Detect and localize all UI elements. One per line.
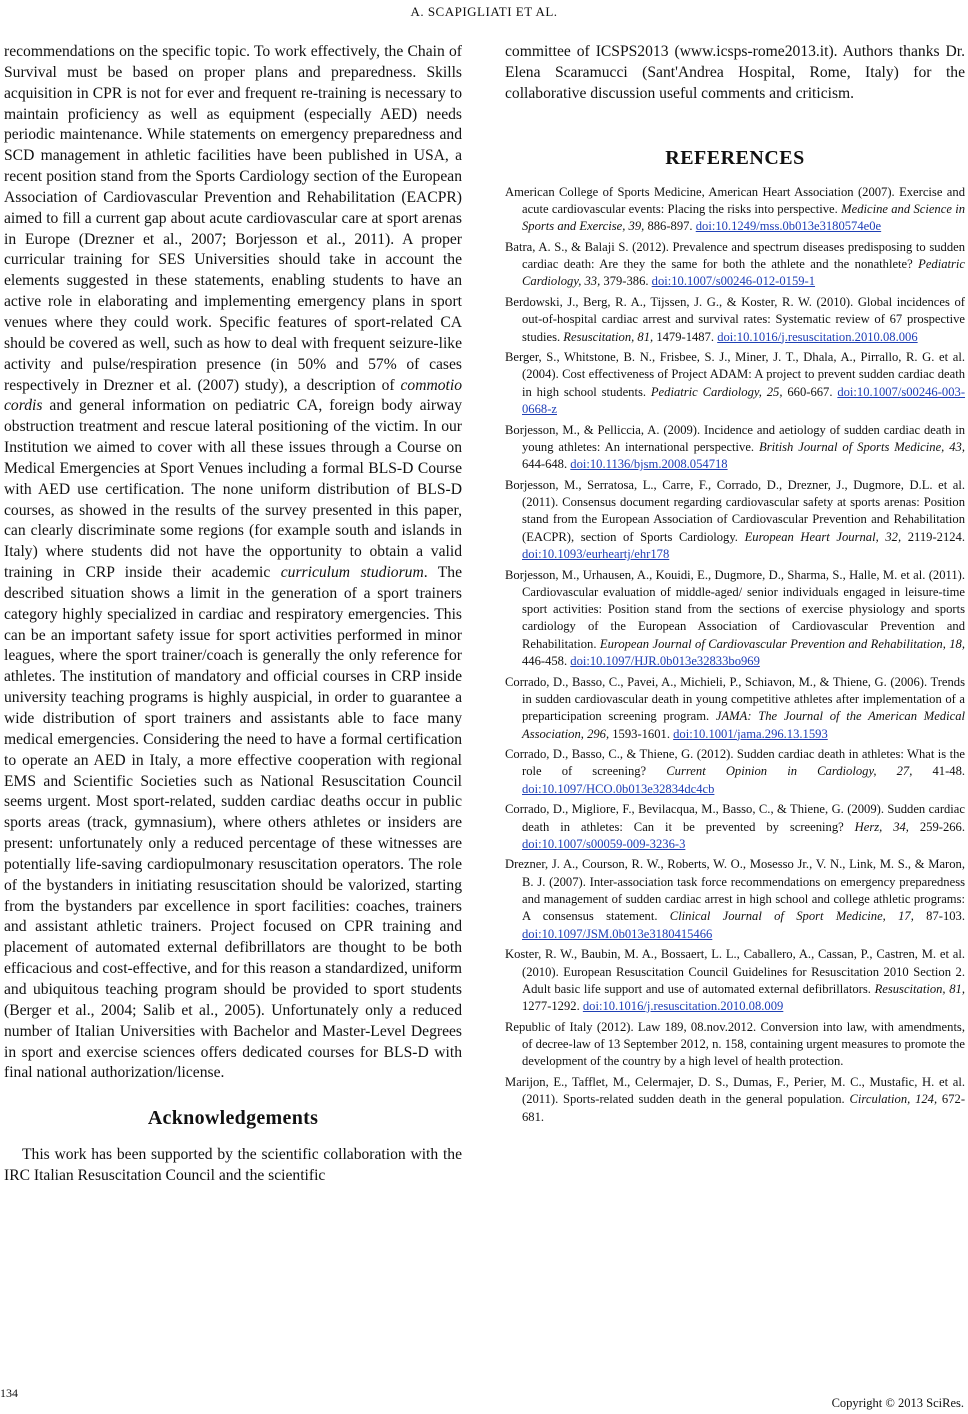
reference-journal: Clinical Journal of Sport Medicine, 17, — [669, 909, 914, 924]
reference-entry — [505, 477, 965, 563]
doi-link[interactable]: doi:10.1097/HJR.0b013e32833bo969 — [570, 654, 760, 669]
doi-link[interactable]: doi:10.1097/HCO.0b013e32834dc4cb — [522, 781, 715, 796]
reference-pages: 1277-1292. — [522, 999, 583, 1014]
reference-journal: Medicine and Science in Sports and Exercise, 39, — [522, 201, 966, 234]
reference-entry — [505, 349, 965, 418]
reference-journal: JAMA: The Journal of the American Medical Association, 296, — [522, 709, 965, 741]
reference-text: American College of Sports Medicine, American Heart Association (2007). Exercise and acute cardiovascular events: Placing the risks into perspective. — [505, 184, 965, 216]
reference-pages: 446-458. — [522, 654, 571, 669]
reference-journal: Pediatric Cardiology, 25, — [650, 384, 783, 399]
body-text: . The described situation shows a limit in the generation of a sport trainers category highly specialized in cardiac and respiratory emergencies. This can be an important safety issue for sport activities performed in minor leagues, where the sport trainer/coach is generally the only reference for athletes. The institution of mandatory and official courses in CRP inside university teaching programs is highly auspicial, in order to guarantee a wide distribution of sport trainers and assistants able to face many medical emergencies. Considering the need to have a formal certification to operate an AED in Italy, a more effective cooperation with regional EMS and Scientific Societies such as National Resuscitation Council seems urgent. Most sport-related, sudden cardiac deaths occur in public sports areas (track, gymnasium), where others athletes or insiders are present: unfortunately only a reduced percentage of these witnesses are potentially life-saving cardiopulmonary resuscitation operators. The role of the bystanders in initiating resuscitation should be valorized, starting from the bystanders par excellence in sport facilities: coaches, trainers and assistant athletic trainers. Project focused on CPR training and placement of automated external defibrillators are thought to be both efficacious and cost-effective, and for this reason a standardized, uniform and ubiquitous teaching program should be provided to sport students (Berger et al., 2004; Salib et al., 2005). Unfortunately only a reduced number of Italian Universities with Bachelor and Master-Level Degrees in sport and exercise sciences offers dedicated courses for BLS-D with final national authorization/license. — [4, 564, 462, 1082]
doi-link[interactable]: doi:10.1007/s00246-003-0668-z — [522, 384, 966, 416]
copyright-notice: Copyright © 2013 SciRes. — [831, 1396, 964, 1410]
reference-text: Borjesson, M., Urhausen, A., Kouidi, E., Dugmore, D., Sharma, S., Halle, M. et al. (2011). Cardiovascular evaluation of middle-aged/ senior individuals engaged in leisure-time sport activities: Position stand from the sections of exercise physiology and sports cardiology of the European Association of Cardiovascular Prevention and Rehabilitation. — [505, 567, 965, 651]
reference-journal: Circulation, 124, — [849, 1092, 938, 1107]
reference-entry — [505, 1074, 965, 1126]
reference-text: Borjesson, M., Serratosa, L., Carre, F., Corrado, D., Drezner, J., Dugmore, D.L. et al. (2011). Consensus document regarding cardiovascular safety at sports arenas: Position stand from the European Association of Cardiovascular Prevention and Rehabilitation (EACPR), section of Sports Cardiology. — [505, 477, 965, 544]
reference-text: Batra, A. S., & Balaji S. (2012). Prevalence and spectrum diseases predisposing to sudden cardiac death: Are they the same for both the athlete and the nonathlete? — [505, 239, 965, 272]
reference-text: Berger, S., Whitstone, B. N., Frisbee, S. J., Miner, J. T., Dhala, A., Pirrallo, R. G. et al. (2004). Cost effectiveness of Project ADAM: A project to prevent sudden cardiac death in high school students. — [505, 350, 965, 399]
reference-text: Corrado, D., Basso, C., & Thiene, G. (2012). Sudden cardiac death in athletes: What is the role of screening? — [505, 747, 965, 779]
reference-pages: 886-897. — [644, 219, 696, 234]
acknowledgements-heading: Acknowledgements — [147, 1107, 319, 1130]
body-italic: commotio cordis — [4, 376, 462, 415]
reference-journal: European Heart Journal, 32, — [744, 529, 902, 544]
body-text: recommendations on the specific topic. To work effectively, the Chain of Survival must be based on proper plans and preparedness. Skills acquisition in CPR is not for ever and frequent re-training is necessary to maintain proficiency as well as equipment (especially AED) needs periodic maintenance. While statements on emergency preparedness and SCD management in athletic facilities have been published in USA, a recent position stand from the Sports Cardiology section of the European Association of Cardiovascular Prevention and Rehabilitation (EACPR) aimed to fill a current gap about acute cardiovascular care at sport arenas in Europe (Drezner et al., 2007; Borjesson et al., 2011). A proper curricular training for SES Universities should take in account the elements suggested in these statements, enabling students to have an active role in elaborating and implementing emergency plans in sport venues where they could work. Specific features of sport-related CA should be covered as well, such as how to deal with frequent seizure-like activity and pulse/respiration presence (in 50% and 57% of cases respectively in Drezner et al. (2007) study), a description of — [4, 43, 462, 394]
doi-link[interactable]: doi:10.1007/s00059-009-3236-3 — [522, 836, 686, 851]
reference-entry — [505, 746, 965, 798]
reference-entry — [505, 801, 965, 853]
reference-journal: Resuscitation, 81, — [563, 329, 654, 344]
reference-entry — [505, 674, 965, 743]
reference-entry — [505, 422, 965, 474]
reference-pages: 87-103. — [913, 909, 966, 924]
reference-journal: Pediatric Cardiology, 33, — [522, 257, 965, 289]
doi-link[interactable]: doi:10.1016/j.resuscitation.2010.08.009 — [582, 999, 784, 1014]
reference-text: Drezner, J. A., Courson, R. W., Roberts, W. O., Mosesso Jr., V. N., Link, M. S., & Maron, B. J. (2007). Inter-association task force recommendations on emergency preparedness and management of sudden cardiac arrest in high school and college athletic programs: A consensus statement. — [505, 857, 965, 924]
reference-text: Marijon, E., Tafflet, M., Celermajer, D. S., Dumas, F., Perier, M. C., Mustafic, H. et al. (2011). Sports-related sudden death in the general population. — [505, 1074, 965, 1107]
doi-link[interactable]: doi:10.1249/mss.0b013e3180574e0e — [695, 219, 882, 234]
doi-link[interactable]: doi:10.1136/bjsm.2008.054718 — [570, 457, 728, 472]
reference-entry — [505, 856, 965, 942]
doi-link[interactable]: doi:10.1097/JSM.0b013e3180415466 — [522, 926, 713, 941]
left-column — [4, 42, 462, 1187]
reference-list — [505, 184, 965, 1126]
reference-entry — [505, 294, 965, 346]
reference-pages: 259-266. — [908, 819, 966, 834]
reference-pages: 644-648. — [522, 457, 571, 472]
reference-entry — [505, 1019, 965, 1071]
right-column — [505, 42, 965, 1129]
acknowledgements-continued: committee of ICSPS2013 (www.icsps-rome2013.it). Authors thanks Dr. Elena Scaramucci (Sant'Andrea Hospital, Rome, Italy) for the collaborative discussion useful comments and criticism. — [505, 43, 965, 102]
reference-pages: 41-48. — [912, 764, 966, 779]
acknowledgements-text: This work has been supported by the scientific collaboration with the IRC Italian Resuscitation Council and the scientific — [4, 1146, 462, 1184]
reference-text: Corrado, D., Basso, C., Pavei, A., Michieli, P., Schiavon, M., & Thiene, G. (2006). Trends in sudden cardiovascular death in young competitive athletes after implementation of a preparticipation screening program. — [505, 674, 965, 724]
doi-link[interactable]: doi:10.1093/eurheartj/ehr178 — [522, 546, 670, 561]
page-number: 134 — [0, 1386, 18, 1400]
reference-entry — [505, 239, 965, 291]
reference-text: Borjesson, M., & Pelliccia, A. (2009). Incidence and aetiology of sudden cardiac death in young athletes: An international perspective. — [505, 422, 965, 454]
reference-pages: 660-667. — [782, 384, 838, 399]
reference-journal: Current Opinion in Cardiology, 27, — [666, 764, 913, 779]
reference-journal: British Journal of Sports Medicine, 43, — [759, 439, 965, 454]
reference-journal: European Journal of Cardiovascular Prevention and Rehabilitation, 18, — [599, 636, 965, 651]
reference-text: Corrado, D., Migliore, F., Bevilacqua, M., Basso, C., & Thiene, G. (2009). Sudden cardiac death in athletes: Can it be prevented by screening? — [505, 802, 965, 834]
reference-text: Republic of Italy (2012). Law 189, 08.nov.2012. Conversion into law, with amendments, of decree-law of 13 September 2012, n. 158, containing urgent measures to promote the development of the country by a high level of health protection. — [505, 1019, 965, 1069]
body-italic: curriculum studiorum — [280, 564, 424, 582]
doi-link[interactable]: doi:10.1001/jama.296.13.1593 — [673, 726, 828, 741]
body-paragraph — [4, 42, 462, 1084]
reference-entry — [505, 946, 965, 1015]
running-head: A. SCAPIGLIATI ET AL. — [410, 4, 558, 19]
reference-text: Koster, R. W., Baubin, M. A., Bossaert, L. L., Caballero, A., Cassan, P., Castren, M. et al. (2010). European Resuscitation Council Guidelines for Resuscitation 2010 Section 2. Adult basic life support and use of automated external defibrillators. — [505, 947, 965, 996]
references-heading: REFERENCES — [665, 146, 805, 169]
reference-journal: Resuscitation, 81, — [874, 981, 965, 996]
reference-journal: Herz, 34, — [854, 819, 909, 834]
reference-pages: 1593-1601. — [609, 726, 674, 741]
reference-pages: 379-386. — [600, 274, 652, 289]
doi-link[interactable]: doi:10.1016/j.resuscitation.2010.08.006 — [717, 329, 918, 344]
reference-text: Berdowski, J., Berg, R. A., Tijssen, J. G., & Koster, R. W. (2010). Global incidences of out-of-hospital cardiac arrest and survival rates: Systematic review of 67 prospective studies. — [505, 294, 965, 344]
reference-entry — [505, 184, 965, 236]
reference-pages: 1479-1487. — [653, 329, 718, 344]
doi-link[interactable]: doi:10.1007/s00246-012-0159-1 — [651, 274, 816, 289]
reference-entry — [505, 567, 965, 671]
reference-pages: 2119-2124. — [901, 529, 965, 544]
reference-pages: 672-681. — [522, 1092, 966, 1124]
body-text: and general information on pediatric CA, foreign body airway obstruction treatment and rescue lateral positioning of the victim. In our Institution we aimed to cover with all these issues through a Course on Medical Emergencies at Sport Venues including a formal BLS-D Course with AED use certification. The none uniform distribution of BLS-D courses, as showed in the results of the survey presented in this paper, can clearly discriminate some regions (for example south and islands in Italy) where students did not have the opportunity to obtain a valid training in CRP inside their academic — [4, 397, 462, 582]
